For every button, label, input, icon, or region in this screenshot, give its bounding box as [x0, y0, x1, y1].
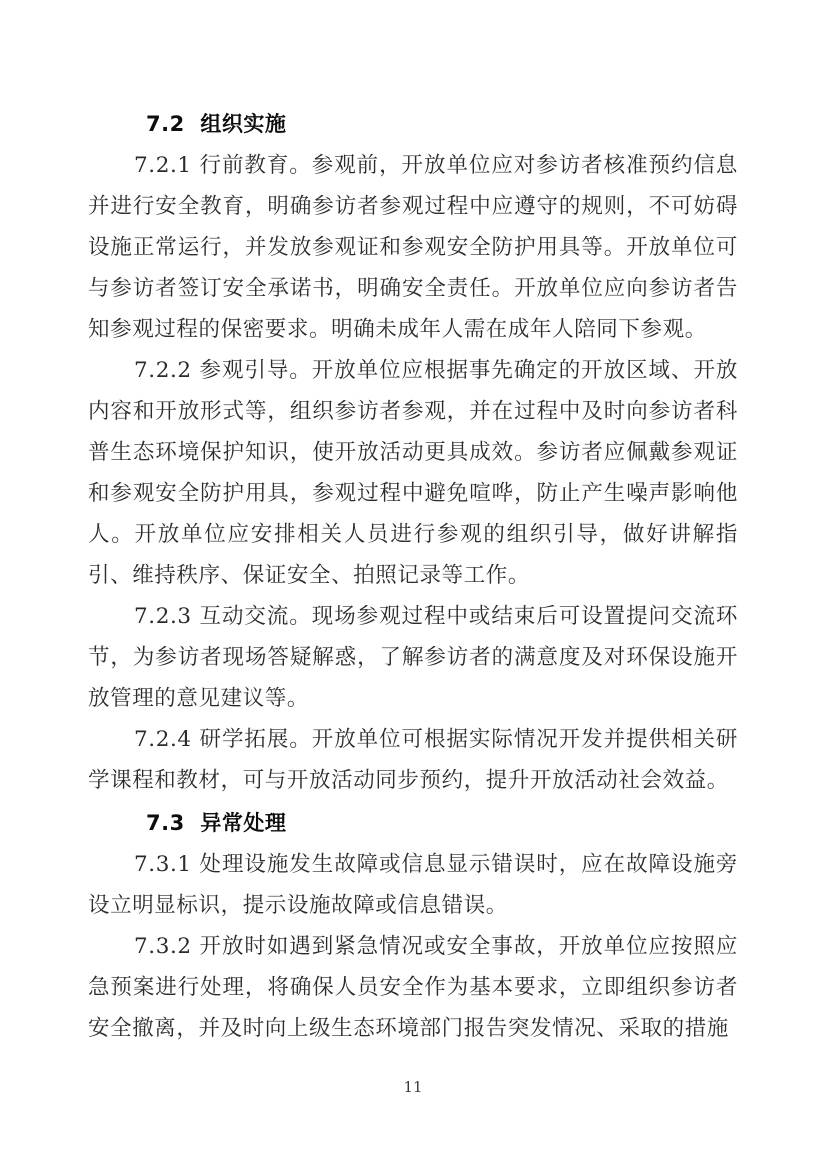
paragraph-7-2-3: 7.2.3 互动交流。现场参观过程中或结束后可设置提问交流环节，为参访者现场答疑解惑，了解参访者的满意度及对环保设施开放管理的意见建议等。: [88, 604, 738, 711]
paragraph-7-2-4: 7.2.4 研学拓展。开放单位可根据实际情况开发并提供相关研学课程和教材，可与开放活动同步预约，提升开放活动社会效益。: [88, 727, 738, 793]
section-heading-7-2: 7.2 组织实施: [146, 112, 287, 136]
page-content-body: [88, 104, 738, 1049]
page-number-footer: 11: [403, 1078, 423, 1096]
paragraph-7-2-1: 7.2.1 行前教育。参观前，开放单位应对参访者核准预约信息并进行安全教育，明确参访者参观过程中应遵守的规则，不可妨碍设施正常运行，并发放参观证和参观安全防护用具等。开放单位可与参访者签订安全承诺书，明确安全责任。开放单位应向参访者告知参观过程的保密要求。明确未成年人需在成年人陪同下参观。: [88, 153, 738, 342]
paragraph-7-2-2: 7.2.2 参观引导。开放单位应根据事先确定的开放区域、开放内容和开放形式等，组织参访者参观，并在过程中及时向参访者科普生态环境保护知识，使开放活动更具成效。参访者应佩戴参观证和参观安全防护用具，参观过程中避免喧哗，防止产生噪声影响他人。开放单位应安排相关人员进行参观的组织引导，做好讲解指引、维持秩序、保证安全、拍照记录等工作。: [88, 358, 738, 588]
paragraph-7-3-2: 7.3.2 开放时如遇到紧急情况或安全事故，开放单位应按照应急预案进行处理，将确保人员安全作为基本要求，立即组织参访者安全撤离，并及时向上级生态环境部门报告突发情况、采取的措施: [88, 934, 738, 1041]
section-heading-7-3: 7.3 异常处理: [146, 811, 287, 835]
paragraph-7-3-1: 7.3.1 处理设施发生故障或信息显示错误时，应在故障设施旁设立明显标识，提示设施故障或信息错误。: [88, 852, 738, 918]
